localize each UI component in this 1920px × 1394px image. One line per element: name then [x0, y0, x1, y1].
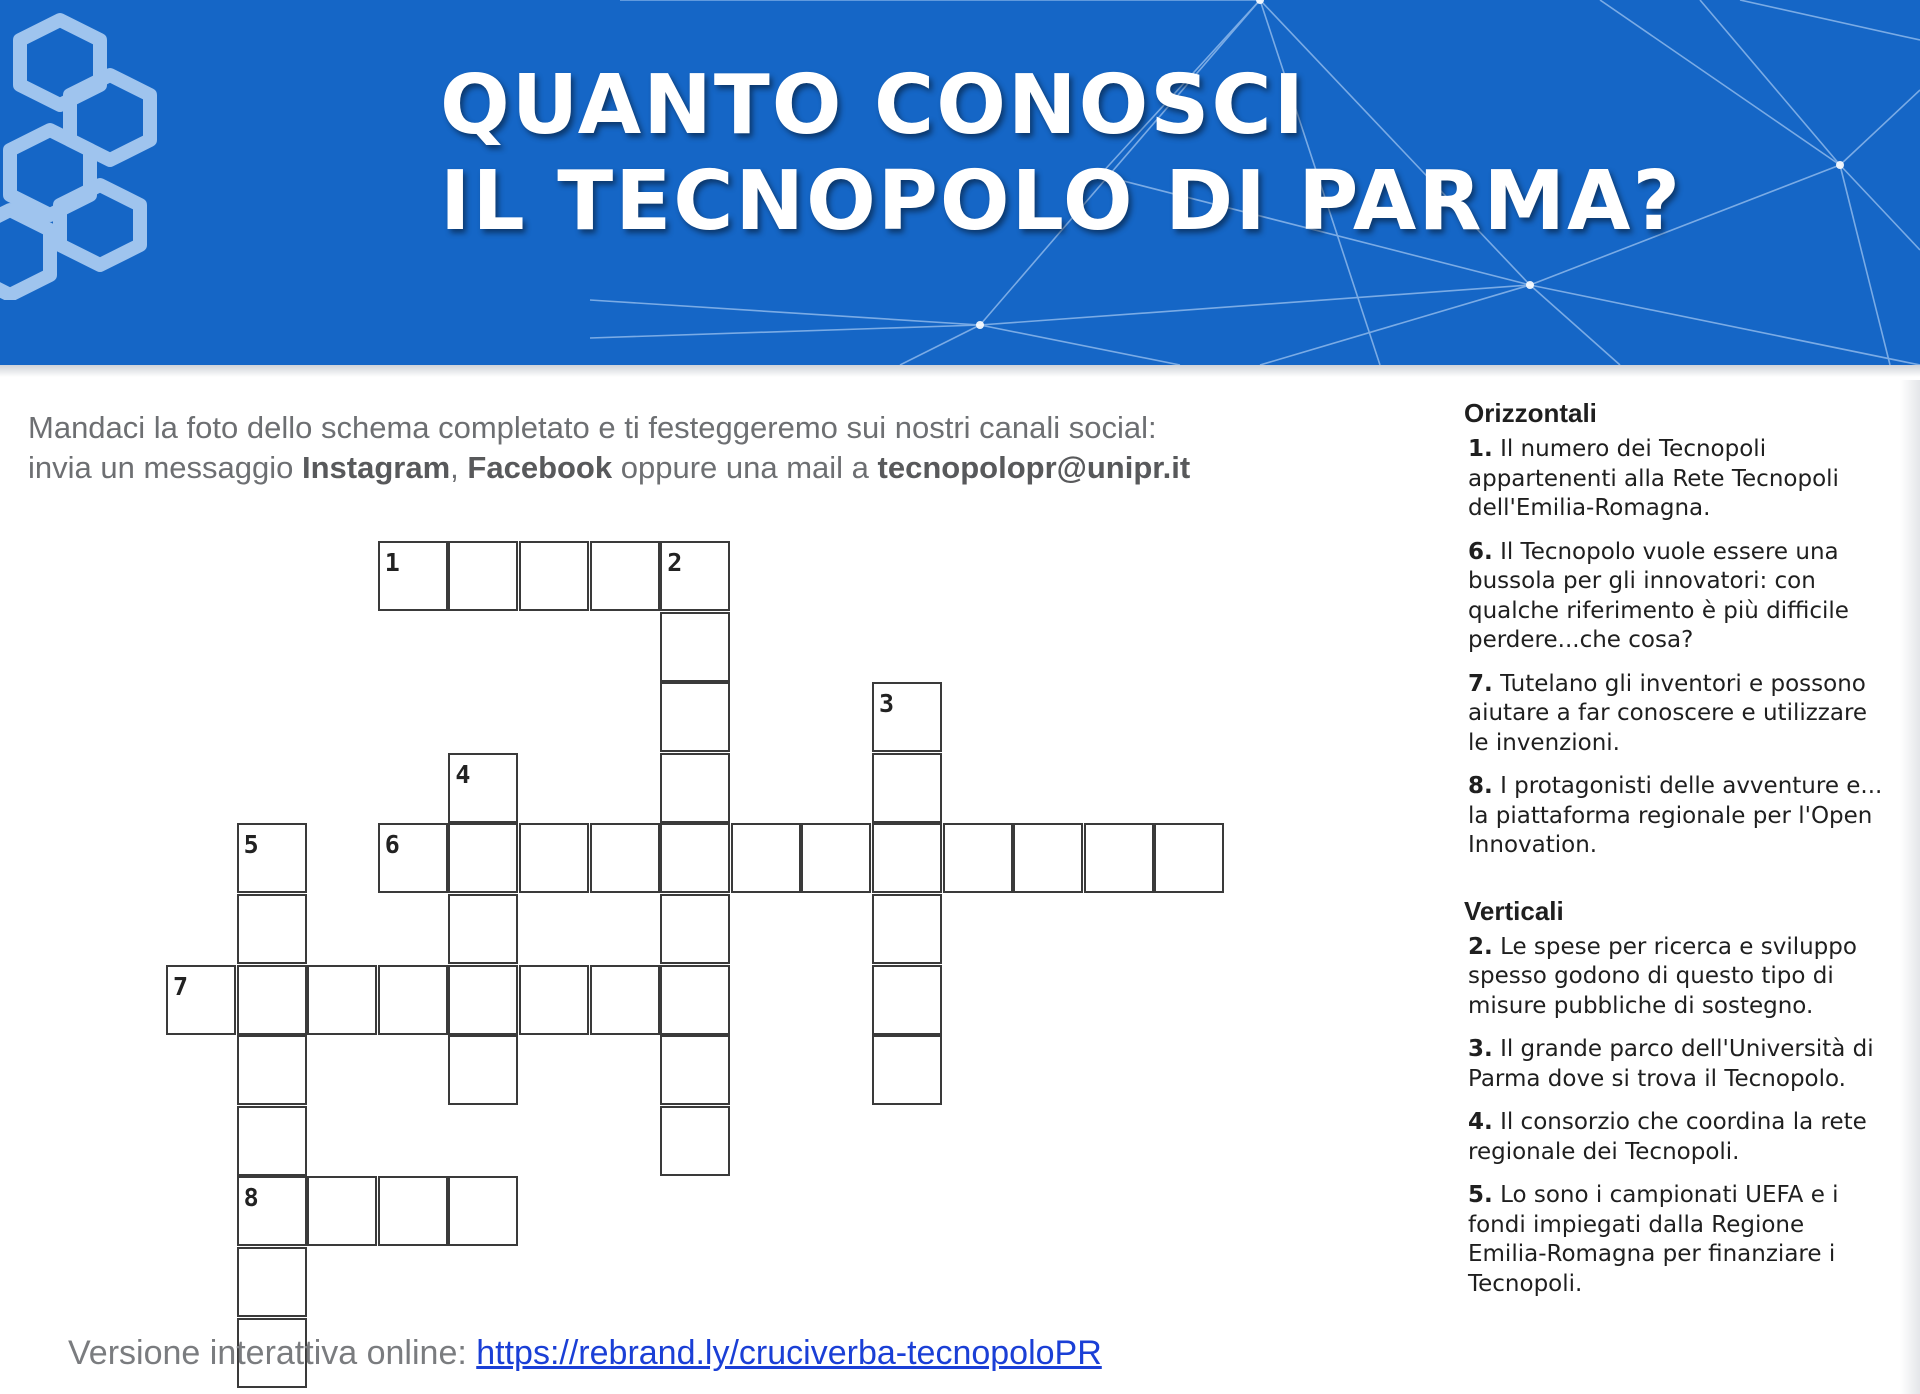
crossword-cell[interactable]: [448, 894, 518, 964]
crossword-cell[interactable]: [660, 682, 730, 752]
down-clue: [1468, 933, 1884, 1022]
crossword-cell[interactable]: [660, 1035, 730, 1105]
clue-text: I protagonisti delle avventure e... la piattaforma regionale per l'Open Innovation.: [1468, 773, 1883, 858]
crossword-cell[interactable]: [872, 753, 942, 823]
crossword-cell[interactable]: [872, 894, 942, 964]
crossword-cell[interactable]: [166, 965, 236, 1035]
clue-text: Le spese per ricerca e sviluppo spesso godono di questo tipo di misure pubbliche di sostegno.: [1468, 933, 1857, 1019]
across-title: Orizzontali: [1464, 398, 1597, 428]
title-line-2: IL TECNOPOLO DI PARMA?: [440, 154, 1683, 249]
crossword-cell[interactable]: [448, 541, 518, 611]
clue-text: Il numero dei Tecnopoli appartenenti alla Rete Tecnopoli dell'Emilia-Romagna.: [1468, 436, 1839, 521]
cell-number: 1: [384, 548, 400, 577]
crossword-cell[interactable]: [448, 823, 518, 893]
across-clue: [1468, 435, 1884, 524]
email-address: tecnopolopr@unipr.it: [877, 450, 1191, 485]
cell-number: 7: [173, 971, 189, 1001]
page-edge-shadow: [1900, 380, 1920, 1394]
crossword-cell[interactable]: [660, 965, 730, 1035]
crossword-cell[interactable]: [660, 894, 730, 964]
facebook-label: Facebook: [467, 450, 613, 485]
crossword-cell[interactable]: [448, 1176, 518, 1246]
crossword-cell[interactable]: [590, 823, 660, 893]
clues-panel: [1464, 397, 1884, 1313]
cell-number: 3: [879, 689, 895, 719]
across-clue: [1468, 670, 1884, 759]
crossword-cell[interactable]: [872, 1035, 942, 1105]
intro-line-1: Mandaci la foto dello schema completato e ti festeggeremo sui nostri canali social:: [28, 410, 1157, 445]
page-title: [440, 58, 1682, 250]
crossword-cell[interactable]: [448, 965, 518, 1035]
clue-text: Il Tecnopolo vuole essere una bussola per gli innovatori: con qualche riferimento è più difficile perdere...che cosa?: [1468, 538, 1849, 653]
intro-line-2: [28, 448, 1358, 488]
intro-prefix: invia un messaggio: [28, 450, 302, 485]
crossword-cell[interactable]: [1084, 823, 1154, 893]
crossword-cell[interactable]: [660, 541, 730, 611]
crossword-cell[interactable]: [307, 965, 377, 1035]
crossword-cell[interactable]: [801, 823, 871, 893]
clue-number: 7.: [1468, 670, 1493, 697]
intro-comma: ,: [450, 450, 468, 485]
cell-number: 2: [667, 548, 683, 577]
crossword-cell[interactable]: [237, 1106, 307, 1176]
crossword-cell[interactable]: [237, 823, 307, 893]
cell-number: 6: [384, 830, 400, 860]
header-banner: [0, 0, 1920, 365]
crossword-cell[interactable]: [660, 753, 730, 823]
crossword-cell[interactable]: [378, 823, 448, 893]
crossword-cell[interactable]: [660, 612, 730, 682]
crossword-cell[interactable]: [660, 823, 730, 893]
down-clue: [1468, 1108, 1884, 1167]
cell-number: 5: [243, 830, 259, 860]
crossword-cell[interactable]: [237, 965, 307, 1035]
intro-text: [28, 408, 1358, 488]
crossword-cell[interactable]: [237, 894, 307, 964]
crossword-cell[interactable]: [872, 682, 942, 752]
down-title: Verticali: [1464, 895, 1564, 926]
clue-text: Tutelano gli inventori e possono aiutare a far conoscere e utilizzare le invenzioni.: [1468, 670, 1868, 756]
crossword-cell[interactable]: [307, 1176, 377, 1246]
crossword-cell[interactable]: [943, 823, 1013, 893]
crossword-cell[interactable]: [872, 965, 942, 1035]
crossword-cell[interactable]: [590, 541, 660, 611]
down-clue: [1468, 1181, 1884, 1299]
title-line-1: QUANTO CONOSCI: [440, 58, 1307, 153]
tecnopolo-logo: [0, 0, 170, 300]
clue-number: 1.: [1468, 436, 1493, 462]
clue-number: 3.: [1468, 1036, 1493, 1062]
crossword-cell[interactable]: [519, 965, 589, 1035]
across-clue: [1468, 772, 1884, 861]
crossword-cell[interactable]: [1013, 823, 1083, 893]
cell-number: 8: [243, 1183, 259, 1213]
clue-number: 6.: [1468, 538, 1493, 565]
crossword-cell[interactable]: [660, 1106, 730, 1176]
clue-number: 2.: [1468, 933, 1493, 960]
crossword-cell[interactable]: [872, 823, 942, 893]
crossword-cell[interactable]: [590, 965, 660, 1035]
intro-middle: oppure una mail a: [612, 450, 878, 485]
clue-number: 8.: [1468, 773, 1493, 799]
crossword-cell[interactable]: [519, 541, 589, 611]
clue-number: 5.: [1468, 1182, 1493, 1208]
crossword-cell[interactable]: [448, 1035, 518, 1105]
crossword-cell[interactable]: [731, 823, 801, 893]
across-clue: [1468, 538, 1884, 656]
online-version: [68, 1334, 1102, 1373]
crossword-cell[interactable]: [237, 1247, 307, 1317]
cell-number: 4: [455, 759, 471, 789]
crossword-cell[interactable]: [237, 1035, 307, 1105]
clue-text: Il grande parco dell'Università di Parma dove si trova il Tecnopolo.: [1468, 1036, 1874, 1092]
crossword-cell[interactable]: [1154, 823, 1224, 893]
clue-text: Il consorzio che coordina la rete regionale dei Tecnopoli.: [1468, 1109, 1867, 1165]
banner-shadow: [0, 365, 1920, 377]
crossword-cell[interactable]: [237, 1176, 307, 1246]
crossword-cell[interactable]: [378, 541, 448, 611]
clue-text: Lo sono i campionati UEFA e i fondi impiegati dalla Regione Emilia-Romagna per finanziare i Tecnopoli.: [1468, 1182, 1839, 1297]
crossword-cell[interactable]: [378, 1176, 448, 1246]
down-clue: [1468, 1035, 1884, 1094]
crossword-cell[interactable]: [448, 753, 518, 823]
crossword-cell[interactable]: [378, 965, 448, 1035]
clue-number: 4.: [1468, 1109, 1493, 1135]
crossword-cell[interactable]: [519, 823, 589, 893]
instagram-label: Instagram: [302, 450, 451, 485]
online-label: Versione interattiva online:: [68, 1334, 477, 1372]
online-link[interactable]: https://rebrand.ly/cruciverba-tecnopoloPR: [476, 1334, 1102, 1372]
